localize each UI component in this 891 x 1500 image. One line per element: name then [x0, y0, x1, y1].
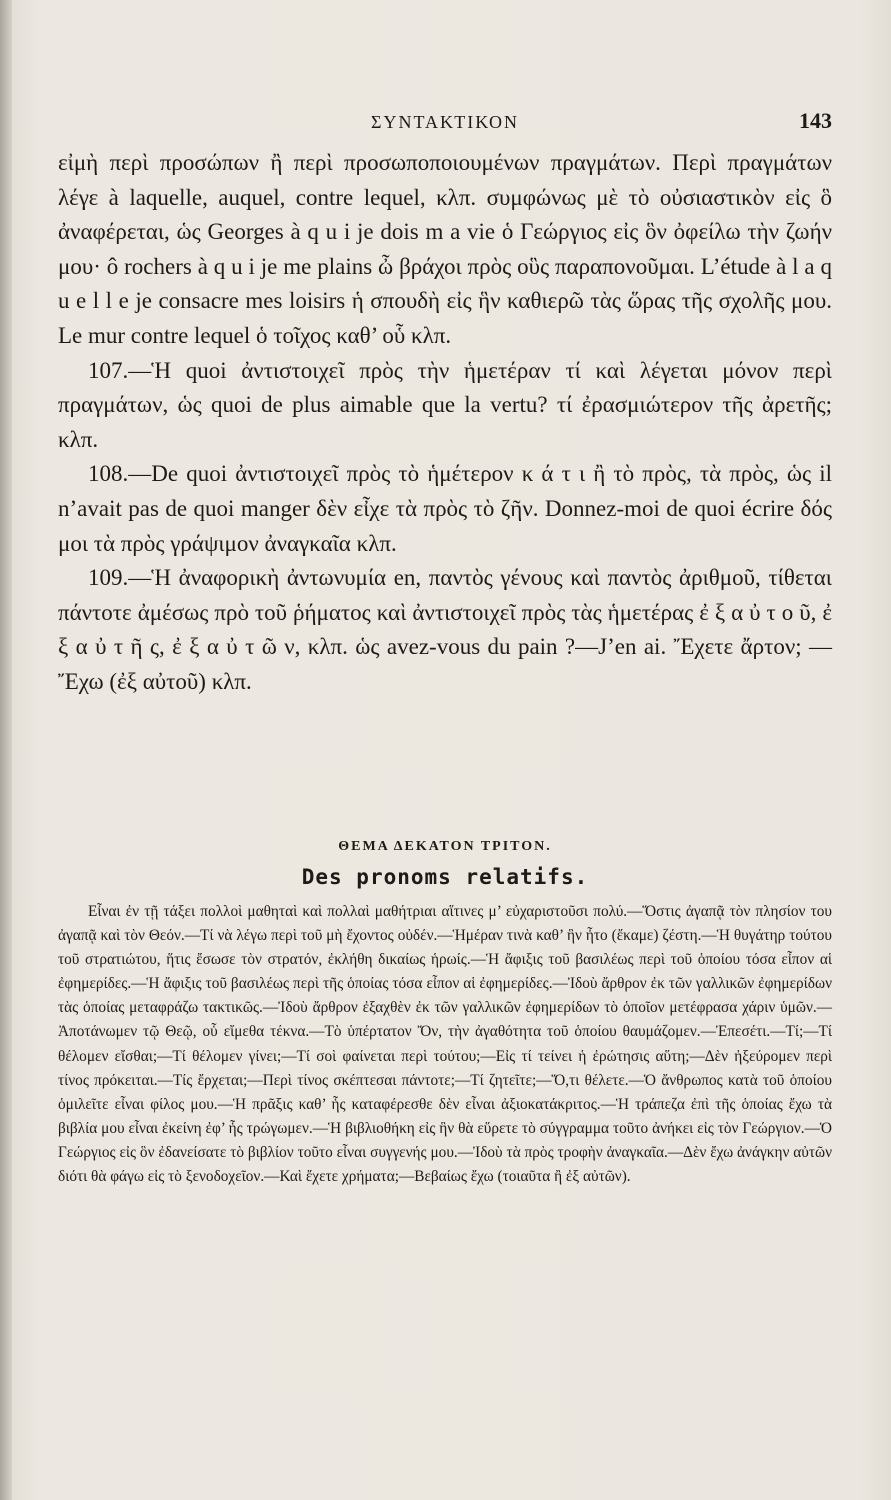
page-number: 143 [799, 108, 832, 133]
paragraph-109: 109.—Ἡ ἀναφορικὴ ἀντωνυμία en, παντὸς γένους καὶ παντὸς ἀριθμοῦ, τίθεται πάντοτε ἀμέσως πρὸ τοῦ ῥήματος καὶ ἀντιστοιχεῖ πρὸς τὰς ἡμετέρας ἐ ξ α ὐ τ ο ῦ, ἐ ξ α ὐ τ ῆ ς, ἐ ξ α ὐ τ ῶ ν, κλπ. ὡς avez-vous du pain ?—J’en ai. Ἔχετε ἄρτον; —Ἔχω (ἐξ αὐτοῦ) κλπ. [58, 565, 832, 694]
paragraph-107: 107.—Ἡ quoi ἀντιστοιχεῖ πρὸς τὴν ἡμετέραν τί καὶ λέγεται μόνον περὶ πραγμάτων, ὡς quoi de plus aimable que la vertu? τί ἐρασμιώτερον τῆς ἀρετῆς; κλπ. [58, 357, 832, 452]
running-head [58, 108, 832, 142]
exercise-title: ΘΕΜΑ ΔΕΚΑΤΟΝ ΤΡΙΤΟΝ. [338, 839, 552, 854]
page-spine-shadow [0, 0, 12, 1500]
exercise-text: Εἶναι ἐν τῇ τάξει πολλοὶ μαθηταὶ καὶ πολλαὶ μαθήτριαι αἵτινες μ’ εὐχαριστοῦσι πολύ.—Ὅστις ἀγαπᾷ τὸν πλησίον του ἀγαπᾷ καὶ τὸν Θεόν.—Τί νὰ λέγω περὶ τοῦ μὴ ἔχοντος οὐδέν.—Ἡμέραν τινὰ καθ’ ἣν ἦτο (ἔκαμε) ζέστη.—Ἡ θυγάτηρ τούτου τοῦ στρατιώτου, ἥτις ἔσωσε τὸν στρατόν, ἐκλήθη δικαίως ἡρωίς.—Ἡ ἄφιξις τοῦ βασιλέως περὶ τοῦ ὁποίου τόσα εἶπον αἱ ἐφημερίδες.—Ἡ ἄφιξις τοῦ βασιλέως περὶ τῆς ὁποίας τόσα εἶπον αἱ ἐφημερίδες.—Ἰδοὺ ἄρθρον ἐκ τῶν γαλλικῶν ἐφημερίδων τὰς ὁποίας μεταφράζω τακτικῶς.—Ἰδοὺ ἄρθρον ἐξαχθὲν ἐκ τῶν γαλλικῶν ἐφημερίδων τὸ ὁποῖον μετέφρασα χάριν ὑμῶν.—Ἀποτάνωμεν τῷ Θεῷ, οὗ εἴμεθα τέκνα.—Τὸ ὑπέρτατον Ὄν, τὴν ἀγαθότητα τοῦ ὁποίου θαυμάζομεν.—Ἐπεσέτι.—Τί;—Τί θέλομεν εἴσθαι;—Τί θέλομεν γίνει;—Τί σοὶ φαίνεται περὶ τούτου;—Εἰς τί τείνει ἡ ἐρώτησις αὕτη;—Δὲν ἠξεύρομεν περὶ τίνος πρόκειται.—Τίς ἔρχεται;—Περὶ τίνος σκέπτεσαι πάντοτε;—Τί ζητεῖτε;—Ὅ,τι θέλετε.—Ὁ ἄνθρωπος κατὰ τοῦ ὁποίου ὁμιλεῖτε εἶναι φίλος μου.—Ἡ πρᾶξις καθ’ ἧς καταφέρεσθε δὲν εἶναι ἀξιοκατάκριτος.—Ἡ τράπεζα ἐπὶ τῆς ὁποίας ἔχω τὰ βιβλία μου εἶναι ἐκείνη ἐφ’ ἧς τρώγωμεν.—Ἡ βιβλιοθήκη εἰς ἣν θὰ εὕρετε τὸ σύγγραμμα τοῦτο ἀνήκει εἰς τὸν Γεώργιον.—Ὁ Γεώργιος εἰς ὃν ἐδανείσατε τὸ βιβλίον τοῦτο εἶναι συγγενής μου.—Ἰδοὺ τὰ πρὸς τροφὴν ἀναγκαῖα.—Δὲν ἔχω ἀνάγκην αὐτῶν διότι θὰ φάγω εἰς τὸ ξενοδοχεῖον.—Καὶ ἔχετε χρήματα;—Βεβαίως ἔχω (τοιαῦτα ἢ ἐξ αὐτῶν). [58, 903, 832, 1186]
paragraph-continued: εἰμὴ περὶ προσώπων ἢ περὶ προσωποποιουμένων πραγμάτων. Περὶ πραγμάτων λέγε à laquelle, auquel, contre lequel, κλπ. συμφώνως μὲ τὸ οὐσιαστικὸν εἰς ὃ ἀναφέρεται, ὡς Georges à q u i je dois m a vie ὁ Γεώργιος εἰς ὃν ὀφείλω τὴν ζωήν μου· ô rochers à q u i je me plains ὦ βράχοι πρὸς οὓς παραπονοῦμαι. L’étude à l a q u e l l e je consacre mes loisirs ἡ σπουδὴ εἰς ἣν καθιερῶ τὰς ὥρας τῆς σχολῆς μου. Le mur contre lequel ὁ τοῖχος καθ’ οὗ κλπ. [58, 150, 832, 348]
main-text [58, 146, 832, 700]
paragraph-108: 108.—De quoi ἀντιστοιχεῖ πρὸς τὸ ἡμέτερον κ ά τ ι ἢ τὸ πρὸς, τὰ πρὸς, ὡς il n’avait pas de quoi manger δὲν εἶχε τὰ πρὸς τὸ ζῆν. Donnez-moi de quoi écrire δός μοι τὰ πρὸς γράψιμον ἀναγκαῖα κλπ. [58, 461, 832, 556]
exercise-section [58, 832, 832, 1189]
running-title: ΣΥΝΤΑΚΤΙΚΟΝ [371, 112, 519, 132]
exercise-subtitle: Des pronoms relatifs. [301, 865, 589, 889]
